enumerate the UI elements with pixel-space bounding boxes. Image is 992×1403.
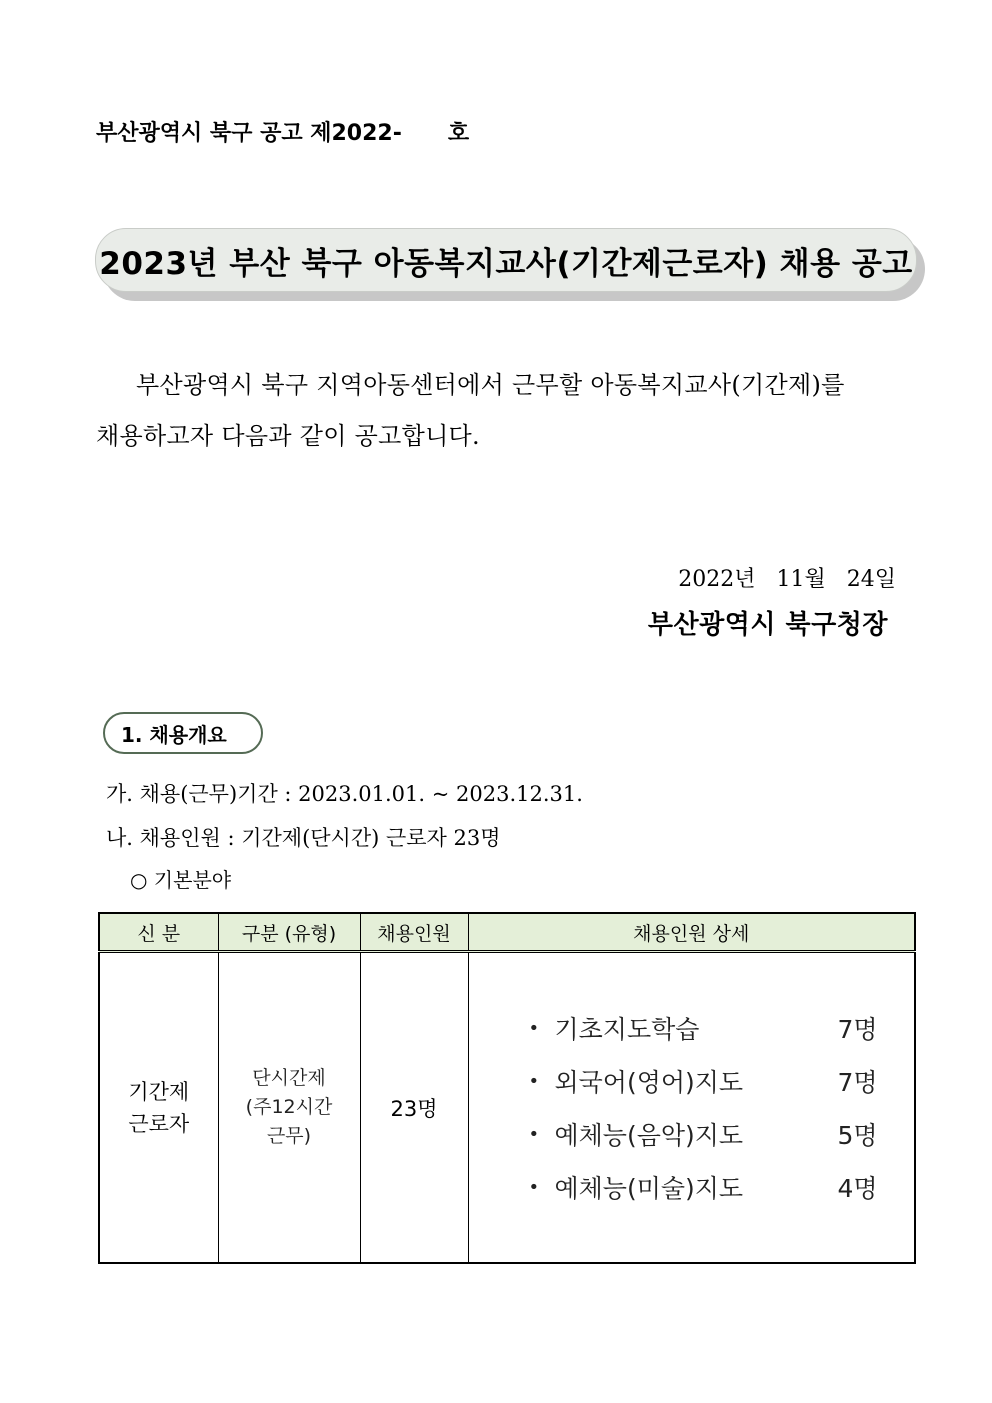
bullet-icon: • — [528, 1176, 540, 1198]
issuer: 부산광역시 북구청장 — [647, 610, 888, 640]
header-detail: 채용인원 상세 — [468, 913, 915, 952]
intro-paragraph — [96, 360, 896, 462]
recruit-table — [98, 912, 916, 1264]
list-item — [469, 1161, 915, 1214]
section-heading — [103, 712, 263, 754]
detail-count: 7명 — [837, 1068, 878, 1097]
page-title: 2023년 부산 북구 아동복지교사(기간제근로자) 채용 공고 — [99, 245, 913, 282]
detail-name: 기초지도학습 — [554, 1015, 700, 1044]
bullet-icon: • — [528, 1017, 540, 1039]
detail-count: 5명 — [837, 1121, 878, 1150]
table-header-row — [99, 913, 915, 952]
notice-date: 2022년 11월 24일 — [678, 567, 896, 592]
header-type: 구분 (유형) — [218, 913, 360, 952]
type-line: 단시간제 — [252, 1067, 326, 1089]
type-line: (주12시간 — [245, 1096, 333, 1118]
status-line: 근로자 — [128, 1111, 190, 1136]
detail-count: 7명 — [837, 1015, 878, 1044]
detail-name: 예체능(미술)지도 — [554, 1174, 744, 1203]
table-row — [99, 952, 915, 1264]
cell-count: 23명 — [360, 952, 468, 1264]
detail-name: 예체능(음악)지도 — [554, 1121, 744, 1150]
cell-detail — [468, 952, 915, 1264]
detail-count: 4명 — [837, 1174, 878, 1203]
title-banner — [95, 228, 925, 300]
section-heading-label: 1. 채용개요 — [121, 722, 227, 747]
type-line: 근무) — [266, 1125, 312, 1147]
cell-status — [99, 952, 218, 1264]
bullet-icon: • — [528, 1123, 540, 1145]
list-item — [469, 1108, 915, 1161]
sub-heading: ○ 기본분야 — [130, 868, 232, 892]
intro-line-2: 채용하고자 다음과 같이 공고합니다. — [96, 422, 480, 450]
status-line: 기간제 — [128, 1079, 190, 1104]
header-status: 신 분 — [99, 913, 218, 952]
cell-type — [218, 952, 360, 1264]
list-item — [469, 1002, 915, 1055]
detail-name: 외국어(영어)지도 — [554, 1068, 744, 1097]
header-count: 채용인원 — [360, 913, 468, 952]
notice-number: 부산광역시 북구 공고 제2022- 호 — [96, 121, 470, 146]
item-headcount: 나. 채용인원 : 기간제(단시간) 근로자 23명 — [106, 826, 501, 850]
list-item — [469, 1055, 915, 1108]
title-box — [95, 228, 917, 292]
detail-list — [469, 1002, 915, 1214]
intro-line-1: 부산광역시 북구 지역아동센터에서 근무할 아동복지교사(기간제)를 — [136, 371, 845, 399]
bullet-icon: • — [528, 1070, 540, 1092]
item-period: 가. 채용(근무)기간 : 2023.01.01. ~ 2023.12.31. — [106, 782, 583, 806]
